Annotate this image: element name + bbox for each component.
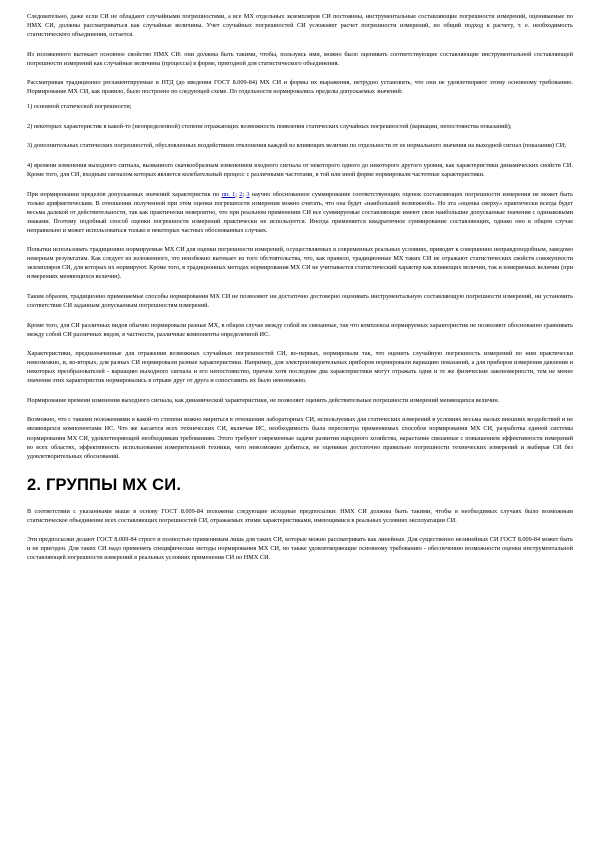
list-item-1: 1) основной статической погрешности; [27,103,132,111]
paragraph-3: Рассматривая традиционно регламентируемые в НТД (до введения ГОСТ 8.009-84) МХ СИ и формы их выражения, нетрудно установить, что они не удовлетворяют этому основному требованию. Нормирование МХ СИ, как правило, было построено по следующей схеме. По отдельности нормировались пределы допускаемых значений: [27,79,573,96]
paragraph-after-heading-2: Эти предпосылки делают ГОСТ 8.009-84 строго и полностью применимым лишь для таких СИ, которые можно рассматривать как линейные. Для существенно нелинейных СИ ГОСТ 8.009-84 может быть и не пригоден. Для таких СИ надо применять специфические методы нормирования МХ СИ, но также удовлетворяющие основному требованию - обеспечению возможности оценки инструментальной составляющей погрешности измерений в реальных условиях применения СИ по НМХ СИ. [27,536,573,562]
paragraph-10: Кроме того, для СИ различных видов обычно нормировали разные МХ, в общем случае между собой не связанные, так что комплексы нормируемых характеристик не позволяют обоснованно сравнивать между собой СИ различных видов, в частности, различные компоненты определенной ИС. [27,321,573,338]
list-item-2: 2) некоторых характеристик в какой-то (неопределенной) степени отражающих возможность появления статических случайных погрешностей (вариации, непостоянства показаний); [27,122,512,130]
reference-link-2[interactable]: 2 [239,190,243,198]
paragraph-11: Характеристики, предназначенные для отражения возможных случайных погрешностей СИ, во-первых, нормировали так, что оценить случайную погрешность измерений по ним практически невозможно, и, во-вторых, для разных СИ нормировали разные характеристики. Например, для электроизмерительных приборов нормировали вариацию показаний, а для приборов измерения давления и некоторых преобразователей - вариацию выходного сигнала и его непостоянство, причем хотя последние два характеристики могут отражать одни и те же физические закономерности, тем не менее значения этих характеристик нормировались в отрыве друг от друга и сопоставить их было невозможно. [27,350,573,385]
paragraph-after-heading-1: В соответствии с указанными выше в основу ГОСТ 8.009-84 положены следующие исходные предпосылки: НМХ СИ должны быть такими, чтобы в необходимых случаях было возможным статистическое объединение всех составляющих погрешностей СИ, отражаемых этими характеристиками, имеющимися в реальных условиях эксплуатации СИ. [27,507,573,524]
paragraph-with-links: При нормировании пределов допускаемых значений характеристик по пп. 1; 2; 3 научно обоснованное суммирование соответствующих оценок составляющих погрешности измерения не может быть только арифметическим. В отношении полученной при этом оценки погрешности измерения можно считать, что она будет «наибольшей возможной». Но эта «оценка сверху» практически всегда будет весьма далекой от действительности, так как практически невероятно, что при реальном применении СИ все суммируемые составляющие имеют свои наибольшие допускаемые значения с одинаковыми знаками. Поэтому подобный способ оценки погрешности измерений практически не используется. Иногда применяется квадратичное суммирование составляющих, однако оно в общем случае неправильно и может использоваться только в некоторых частных обоснованных случаях. [27,190,573,234]
reference-link-3[interactable]: 3 [246,190,250,198]
list-item-3: 3) дополнительных статических погрешностей, обусловленных воздействием отклонения каждой из влияющих величин по отдельности от ее нормального значения на выходной сигнал (показания) СИ; [27,142,566,150]
list-item-4: 4) времени изменения выходного сигнала, вызванного скачкообразным изменением входного сигнала от некоторого одного до некоторого другого уровня, как характеристики динамических свойств СИ. Кроме того, для СИ, входным сигналом которых является колебательный процесс с различными частотами, в той или иной форме нормировали частотные характеристики. [27,161,573,179]
paragraph-13: Возможно, что с такими положениями в какой-то степени можно мириться в отношении лабораторных СИ, используемых для статических измерений в условиях весьма малых внешних воздействий и не являющихся компонентами ИС. Что же касается всех технических СИ, включая ИС, необходимость была пересмотра применяемых способов нормирования МХ СИ, разработка единой системы нормирования МХ СИ, удовлетворяющей необходимым требованиям. Этого требуют современные задачи развития народного хозяйства, нарастание связанные с повышением эффективности измерений во всех областях, эффективность использования измерительной техники, чего невозможно добиться, не оценивая достаточно правильно погрешности технических измерений и выбирая СИ без удовлетворительных обоснований. [27,416,573,460]
paragraph-9: Таким образом, традиционно применяемые способы нормирования МХ СИ не позволяют ни достаточно достоверно оценивать инструментальную составляющую погрешности измерений, ни установить соответствие СИ заданным допускаемым погрешностям измерений. [27,292,573,310]
reference-link-1[interactable]: пп. 1 [221,190,236,198]
paragraph-8: Попытки использовать традиционно нормируемые МХ СИ для оценки погрешности измерений, осуществляемых в современных реальных условиях, приводят к совершенно неправдоподобным, заведомо неверным результатам. Как следует из изложенного, это неизбежно вытекает из того обстоятельства, что, как правило, традиционные МХ таких СИ не отражают статистических свойств совокупности экземпляров СИ, для которых их нормируют. Кроме того, в традиционных методах нормирования МХ СИ не учитывается статистический характер как влияющих величин, так и измеряемых величин (при измерениях меняющихся величин). [27,246,573,281]
section-heading: 2. ГРУППЫ МХ СИ. [27,475,182,494]
paragraph-12: Нормирование времени изменения выходного сигнала, как динамической характеристики, не позволяет оценить действительные погрешности измерений меняющихся величин. [27,396,500,404]
paragraph-2: Из изложенного вытекает основное свойство НМХ СИ: они должны быть такими, чтобы, пользуясь ими, можно было оценивать соответствующие составляющие инструментальной составляющей погрешности измерений как случайные величины (процессы) в форме, пригодной для статистического объединения. [27,50,573,67]
paragraph-1: Следовательно, даже если СИ не обладают случайными погрешностями, а все МХ отдельных экземпляров СИ постоянны, инструментальные составляющие погрешности измерений, оцениваемые по НМХ СИ, должны рассматриваться как случайные величины. Учет случайных погрешностей СИ усложняет расчет погрешности измерений, но общий подход к расчету, т. е. необходимость статистического объединения, остается. [27,13,573,39]
